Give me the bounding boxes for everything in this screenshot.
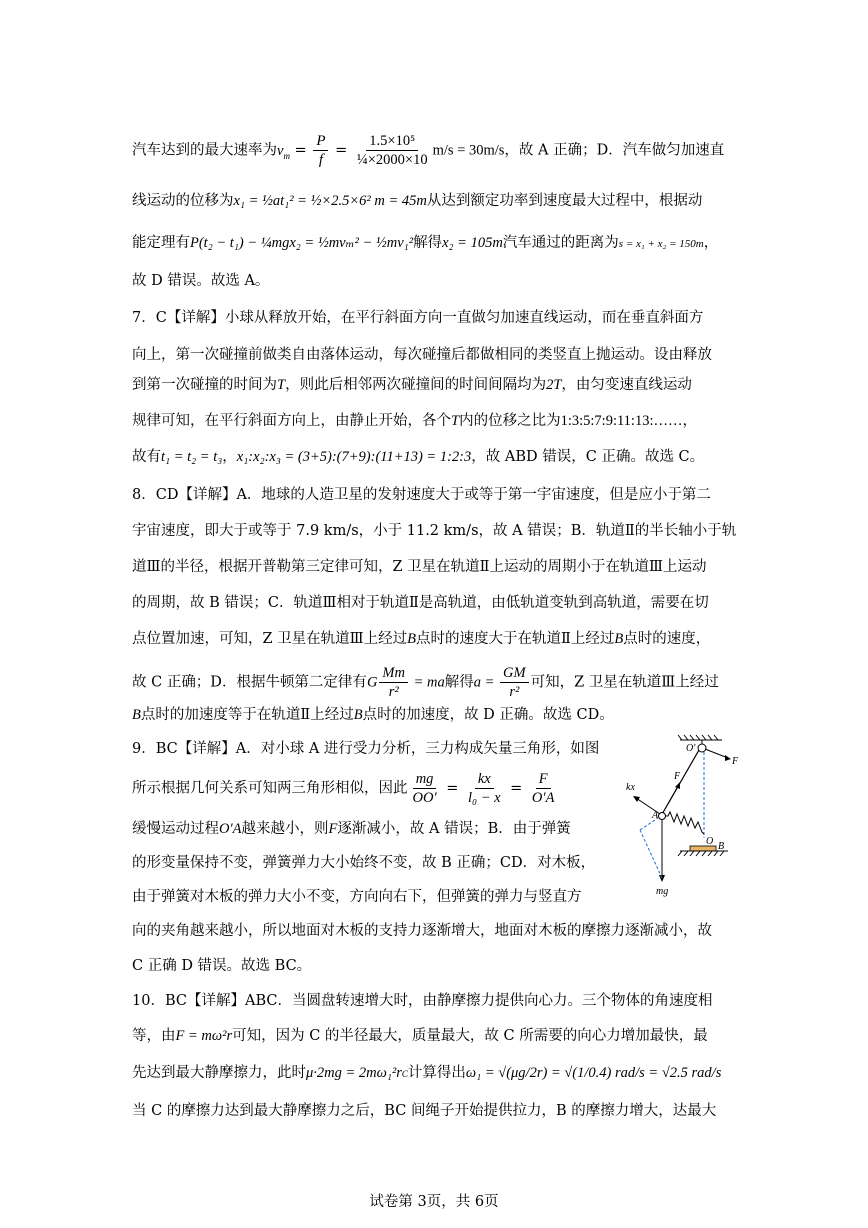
text-line: 规律可知，在平行斜面方向上，由静止开始，各个T内的位移之比为1:3:5:7:9:11:13:……， bbox=[132, 413, 697, 429]
fraction: $\frac{\text{1.5×10⁵}}{\text{¼×2000×10}}$ bbox=[356, 133, 428, 168]
math-expression: t₁ = t₂ = t₃ bbox=[161, 449, 223, 465]
fraction: $\frac{Mm}{\text{r²}}$ bbox=[379, 664, 408, 701]
text-line: 缓慢运动过程O′A越来越小，则F逐渐减小，故 A 错误；B．由于弹簧 bbox=[132, 821, 571, 837]
text-segment: 线运动的位移为 bbox=[132, 193, 234, 209]
math-expression: x₁:x₂:x₃ = (3+5):(7+9):(11+13) = 1:2:3 bbox=[236, 449, 472, 465]
text-line: 道Ⅲ的半径，根据开普勒第三定律可知，Z 卫星在轨道Ⅱ上运动的周期小于在轨道Ⅲ上运动 bbox=[132, 559, 707, 575]
text-line: 所示根据几何关系可知两三角形相似，因此 $\frac{mg}{OO'}$ = $\frac{kx}{\text{l₀ − x}}$ = $\frac{F}{O'A}$ bbox=[132, 770, 559, 807]
label-F: F bbox=[674, 771, 681, 782]
text-line: 的周期，故 B 错误；C．轨道Ⅲ相对于轨道Ⅱ是高轨道，由低轨道变轨到高轨道，需要在切 bbox=[132, 595, 709, 611]
math-symbol: T bbox=[451, 413, 460, 429]
text-segment: 汽车达到的最大速率为 bbox=[132, 142, 277, 159]
text-line: C 正确 D 错误。故选 BC。 bbox=[132, 958, 312, 974]
label-F-outer: F bbox=[732, 756, 739, 767]
label-O-prime: O′ bbox=[686, 743, 696, 754]
text-line: 能定理有P(t₂ − t₁) − ¼mgx₂ = ½mvₘ² − ½mv₁²解得x₂ = 105m汽车通过的距离为s = x₁ + x₂ = 150m， bbox=[132, 235, 719, 251]
math-vm: $v_m$ bbox=[277, 142, 290, 161]
math-result: m/s = 30m/s bbox=[432, 142, 505, 159]
text-line: 向上，第一次碰撞前做类自由落体运动，每次碰撞后都做相同的类竖直上抛运动。设由释放 bbox=[132, 347, 712, 363]
label-B: B bbox=[718, 841, 725, 852]
math-ratio: 1:3:5:7:9:11:13:…… bbox=[560, 413, 683, 429]
text-line: 故有t₁ = t₂ = t₃，x₁:x₂:x₃ = (3+5):(7+9):(11+13) = 1:2:3，故 ABD 错误，C 正确。故选 C。 bbox=[132, 449, 705, 465]
fraction: $\frac{F}{O'A}$ bbox=[531, 771, 555, 806]
text-line: 向的夹角越来越小，所以地面对木板的支持力逐渐增大，地面对木板的摩擦力逐渐减小，故 bbox=[132, 923, 712, 939]
text-segment: ，故 A 正确；D．汽车做匀加速直 bbox=[504, 142, 725, 159]
text-line: 宇宙速度，即大于或等于 7.9 km/s，小于 11.2 km/s，故 A 错误；B．轨道Ⅱ的半长轴小于轨 bbox=[132, 523, 737, 539]
ceiling-hatch bbox=[678, 735, 722, 740]
math-expression: x₁ = ½at₁² = ½×2.5×6² m = 45m bbox=[233, 193, 427, 209]
force-diagram bbox=[618, 734, 748, 898]
label-kx: kx bbox=[626, 782, 635, 793]
text-line: 等，由F = mω²r可知，因为 C 的半径最大，质量最大，故 C 所需要的向心力增加最快，最 bbox=[132, 1028, 708, 1044]
text-line: 故 C 正确；D．根据牛顿第二定律有G $\frac{Mm}{\text{r²}}$ = ma解得a = $\frac{GM}{\text{r²}}$ 可知，Z 卫星在轨道Ⅲ上经过 bbox=[132, 665, 719, 700]
text-segment: 能定理有 bbox=[132, 235, 190, 251]
math-symbol: T bbox=[277, 377, 286, 393]
text-segment: 解得 bbox=[413, 235, 443, 251]
spring bbox=[664, 812, 704, 834]
fraction: $\frac{mg}{OO'}$ bbox=[412, 771, 437, 806]
math-expression: s = x₁ + x₂ = 150m bbox=[618, 238, 704, 250]
math-equals: = bbox=[289, 142, 312, 159]
text-segment: 从达到额定功率到速度最大过程中，根据动 bbox=[426, 193, 703, 209]
fraction: $\frac{kx}{\text{l₀ − x}}$ bbox=[468, 771, 501, 806]
math-symbol: 2T bbox=[546, 377, 562, 393]
text-line: 当 C 的摩擦力达到最大静摩擦力之后，BC 间绳子开始提供拉力，B 的摩擦力增大，达最大 bbox=[132, 1103, 717, 1119]
fraction: $\frac{P}{f}$ bbox=[313, 132, 328, 169]
text-line: 先达到最大静摩擦力，此时μ·2mg = 2mω₁²rC计算得出ω₁ = √(μg/2r) = √(1/0.4) rad/s = √2.5 rad/s bbox=[132, 1065, 722, 1081]
text-line: 的形变量保持不变，弹簧弹力大小始终不变，故 B 正确；CD．对木板， bbox=[132, 855, 596, 871]
label-O: O bbox=[706, 836, 714, 847]
text-line: 8．CD【详解】A．地球的人造卫星的发射速度大于或等于第一宇宙速度，但是应小于第二 bbox=[132, 487, 711, 503]
text-line: 由于弹簧对木板的弹力大小不变，方向向右下，但弹簧的弹力与竖直方 bbox=[132, 889, 582, 905]
math-expression: x₂ = 105m bbox=[442, 235, 503, 251]
text-line: 点位置加速，可知，Z 卫星在轨道Ⅲ上经过B点时的速度大于在轨道Ⅱ上经过B点时的速度， bbox=[132, 631, 711, 647]
text-line bbox=[132, 190, 702, 212]
page-footer: 试卷第 3页，共 6页 bbox=[369, 1194, 499, 1210]
text-segment: 汽车通过的距离为 bbox=[502, 235, 619, 251]
text-line: 9．BC【详解】A．对小球 A 进行受力分析，三力构成矢量三角形，如图 bbox=[132, 741, 600, 757]
text-line: 汽车达到的最大速率为$v_m$ = $\frac{P}{f}$ = $\frac{\text{1.5×10⁵}}{\text{¼×2000×10}}$ m/s = 30m/s，故 A 正确；D．汽车做匀加速直 bbox=[132, 133, 725, 168]
text-line: 到第一次碰撞的时间为T，则此后相邻两次碰撞间的时间间隔均为2T，由匀变速直线运动 bbox=[132, 377, 692, 393]
label-A: A bbox=[652, 810, 659, 821]
label-mg: mg bbox=[656, 886, 669, 897]
fraction: $\frac{GM}{\text{r²}}$ bbox=[500, 664, 529, 701]
text-line: 7．C【详解】小球从释放开始，在平行斜面方向一直做匀加速直线运动，而在垂直斜面方 bbox=[132, 310, 704, 326]
text-line: 故 D 错误。故选 A。 bbox=[132, 273, 270, 289]
text-line: B点时的加速度等于在轨道Ⅱ上经过B点时的加速度，故 D 正确。故选 CD。 bbox=[132, 707, 614, 723]
math-expression: P(t₂ − t₁) − ¼mgx₂ = ½mvₘ² − ½mv₁² bbox=[190, 235, 414, 251]
text-line: 10．BC【详解】ABC．当圆盘转速增大时，由静摩擦力提供向心力。三个物体的角速度相 bbox=[132, 993, 713, 1009]
